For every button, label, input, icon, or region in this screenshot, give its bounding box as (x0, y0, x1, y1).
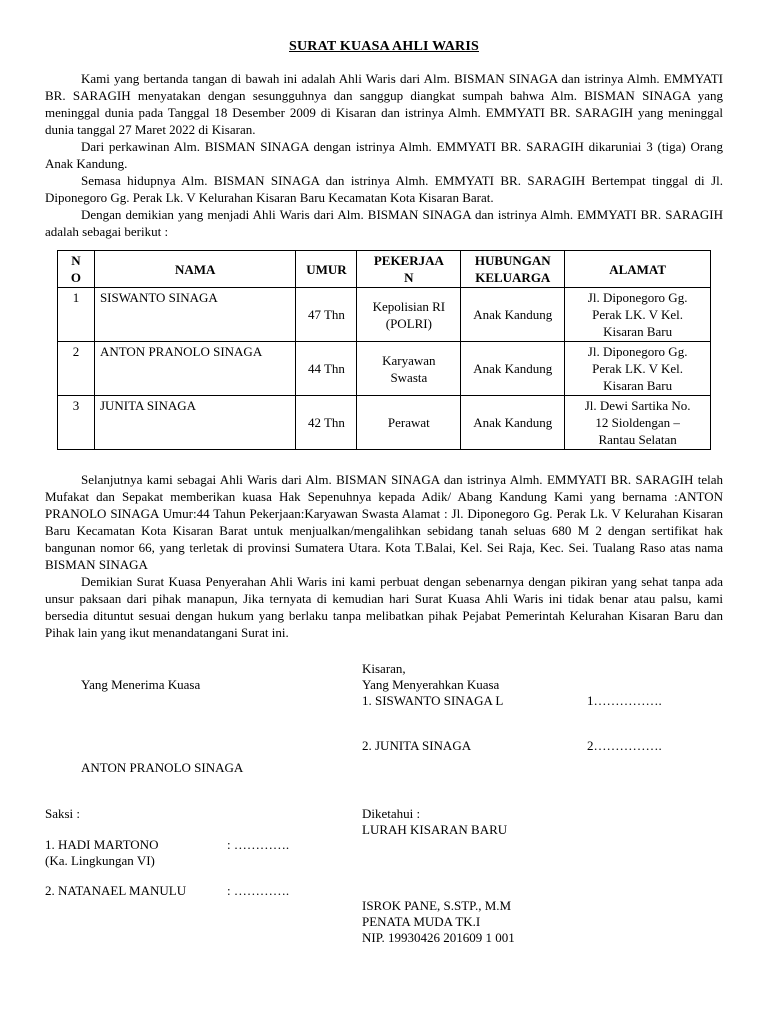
witness-2-signature-line: : …………. (227, 883, 290, 898)
intro-section (45, 70, 723, 240)
body-section (45, 471, 723, 641)
header-umur: UMUR (296, 251, 357, 288)
intro-paragraph-4: Dengan demikian yang menjadi Ahli Waris dari Alm. BISMAN SINAGA dan istrinya Almh. EMMYATI BR. SARAGIH adalah sebagai berikut : (45, 207, 723, 239)
table-header-row (58, 251, 711, 288)
witness-2-name: 2. NATANAEL MANULU (45, 883, 187, 898)
saksi-label: Saksi : (45, 806, 81, 821)
cell-hubungan: Anak Kandung (461, 396, 565, 450)
table-row (58, 288, 711, 342)
cell-pekerjaan: Kepolisian RI (POLRI) (357, 288, 461, 342)
signature-block (45, 660, 723, 960)
cell-no: 2 (58, 342, 95, 396)
letter-page (45, 38, 723, 960)
known-office: LURAH KISARAN BARU (362, 822, 508, 837)
letter-title: SURAT KUASA AHLI WARIS (289, 39, 479, 54)
official-rank: PENATA MUDA TK.I (362, 914, 481, 929)
giver-2-signature-line: 2……………. (587, 738, 662, 753)
place-text: Kisaran, (362, 661, 406, 676)
cell-nama: ANTON PRANOLO SINAGA (94, 342, 296, 396)
cell-alamat: Jl. Diponegoro Gg. Perak LK. V Kel. Kisaran Baru (565, 342, 711, 396)
receiver-name: ANTON PRANOLO SINAGA (81, 760, 244, 775)
cell-no: 1 (58, 288, 95, 342)
table-row (58, 342, 711, 396)
known-label: Diketahui : (362, 806, 421, 821)
giver-label: Yang Menyerahkan Kuasa (362, 677, 500, 692)
body-paragraph-2: Demikian Surat Kuasa Penyerahan Ahli Waris ini kami perbuat dengan sebenarnya dengan pikiran yang sehat tanpa ada unsur paksaan dari pihak manapun, Jika ternyata di kemudian hari Surat Kuasa Ahli Waris ini tidak benar atau palsu, kami bersedia dituntut sesuai dengan hukum yang berlaku tanpa melibatkan pihak Pejabat Pemerintah Kelurahan Kisaran Baru dan Pihak lain yang ikut menandatangani Surat ini. (45, 574, 723, 640)
header-alamat: ALAMAT (565, 251, 711, 288)
intro-paragraph-1: Kami yang bertanda tangan di bawah ini adalah Ahli Waris dari Alm. BISMAN SINAGA dan istrinya Almh. EMMYATI BR. SARAGIH menyatakan dengan sesungguhnya dan sanggup diangkat sumpah bahwa Alm. BISMAN SINAGA yang meninggal dunia pada Tanggal 18 Desember 2009 di Kisaran dan istrinya Almh. EMMYATI BR. SARAGIH yang meninggal dunia tanggal 27 Maret 2022 di Kisaran. (45, 71, 723, 137)
header-nama: NAMA (94, 251, 296, 288)
cell-alamat: Jl. Diponegoro Gg. Perak LK. V Kel. Kisaran Baru (565, 288, 711, 342)
official-nip: NIP. 19930426 201609 1 001 (362, 930, 515, 945)
heirs-table (57, 250, 711, 450)
table-row (58, 396, 711, 450)
cell-no: 3 (58, 396, 95, 450)
cell-umur: 47 Thn (296, 288, 357, 342)
receiver-label: Yang Menerima Kuasa (81, 677, 201, 692)
cell-umur: 44 Thn (296, 342, 357, 396)
intro-paragraph-2: Dari perkawinan Alm. BISMAN SINAGA dengan istrinya Almh. EMMYATI BR. SARAGIH dikaruniai 3 (tiga) Orang Anak Kandung. (45, 139, 723, 171)
giver-1-name: 1. SISWANTO SINAGA L (362, 693, 504, 708)
cell-hubungan: Anak Kandung (461, 288, 565, 342)
witness-1-name: 1. HADI MARTONO (45, 837, 159, 852)
cell-alamat: Jl. Dewi Sartika No. 12 Sioldengan – Rantau Selatan (565, 396, 711, 450)
cell-pekerjaan: Perawat (357, 396, 461, 450)
cell-nama: SISWANTO SINAGA (94, 288, 296, 342)
giver-1-signature-line: 1……………. (587, 693, 662, 708)
header-no: N O (58, 251, 95, 288)
cell-umur: 42 Thn (296, 396, 357, 450)
intro-paragraph-3: Semasa hidupnya Alm. BISMAN SINAGA dan istrinya Almh. EMMYATI BR. SARAGIH Bertempat tinggal di Jl. Diponegoro Gg. Perak Lk. V Kelurahan Kisaran Baru Kecamatan Kota Kisaran Barat. (45, 173, 723, 205)
cell-pekerjaan: Karyawan Swasta (357, 342, 461, 396)
witness-1-signature-line: : …………. (227, 837, 290, 852)
witness-1-note: (Ka. Lingkungan VI) (45, 853, 155, 868)
header-pekerjaan: PEKERJAA N (357, 251, 461, 288)
cell-hubungan: Anak Kandung (461, 342, 565, 396)
giver-2-name: 2. JUNITA SINAGA (362, 738, 472, 753)
body-paragraph-1: Selanjutnya kami sebagai Ahli Waris dari Alm. BISMAN SINAGA dan istrinya Almh. EMMYATI BR. SARAGIH telah Mufakat dan Sepakat memberikan kuasa Hak Sepenuhnya kepada Adik/ Abang Kandung Kami yang bernama :ANTON PRANOLO SINAGA Umur:44 Tahun Pekerjaan:Karyawan Swasta Alamat : Jl. Diponegoro Gg. Perak Lk. V Kelurahan Kisaran Baru Kecamatan Kota Kisaran Barat untuk menjualkan/mengalihkan sebidang tanah seluas 680 M 2 dengan sertifikat hak bangunan nomor 66, yang terletak di provinsi Sumatera Utara. Kota T.Balai, Kel. Sei Raja, Kec. Sei. Tualang Raso atas nama BISMAN SINAGA (45, 472, 723, 572)
cell-nama: JUNITA SINAGA (94, 396, 296, 450)
header-hubungan: HUBUNGAN KELUARGA (461, 251, 565, 288)
official-name: ISROK PANE, S.STP., M.M (362, 898, 512, 913)
